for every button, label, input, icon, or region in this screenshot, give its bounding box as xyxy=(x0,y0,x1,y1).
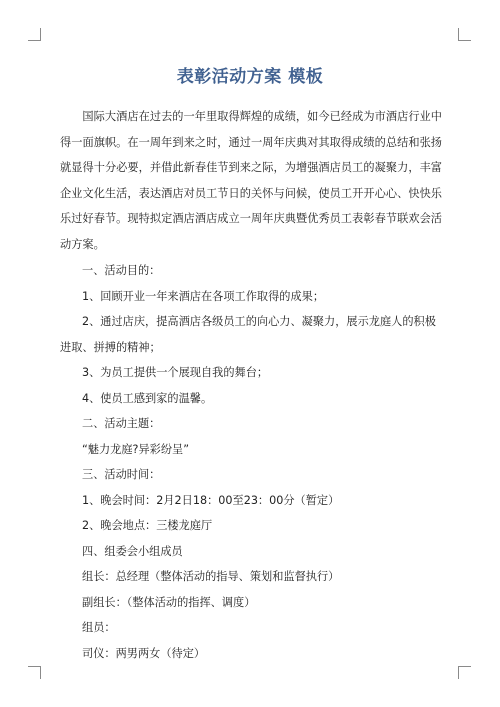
section-heading-theme: 二、活动主题： xyxy=(82,417,161,430)
crop-mark-top-left xyxy=(28,28,41,41)
committee-host: 司仪：两男两女（待定） xyxy=(82,646,206,660)
time-item-2: 2、晚会地点：三楼龙庭厅 xyxy=(82,519,213,532)
crop-mark-bottom-left xyxy=(28,666,41,679)
committee-members: 组员： xyxy=(82,621,116,634)
document-title: 表彰活动方案 模板 xyxy=(176,67,324,87)
section-heading-time: 三、活动时间： xyxy=(82,468,161,481)
purpose-item-4: 4、使员工感到家的温馨。 xyxy=(82,391,213,405)
section-heading-purpose: 一、活动目的： xyxy=(82,264,161,277)
crop-mark-top-right xyxy=(458,28,471,41)
section-heading-committee: 四、组委会小组成员 xyxy=(82,544,183,558)
committee-leader: 组长：总经理（整体活动的指导、策划和监督执行） xyxy=(82,570,340,583)
purpose-item-1: 1、回顾开业一年来酒店在各项工作取得的成果； xyxy=(82,289,325,303)
intro-paragraph: 国际大酒店在过去的一年里取得辉煌的成绩，如今已经成为市酒店行业中得一面旗帜。在一周年到来之时，通过一周年庆典对其取得成绩的总结和张扬就显得十分必要，并借此新春佳节到来之际，为增强酒店员工的凝聚力，丰富企业文化生活，表达酒店对员工节日的关怀与问候，使员工开开心心、快快乐乐过好春节。现特拟定酒店酒店成立一周年庆典暨优秀员工表彰春节联欢会活动方案。 xyxy=(60,110,442,251)
purpose-item-2: 2、通过店庆，提高酒店各级员工的向心力、凝聚力，展示龙庭人的积极进取、拼搏的精神； xyxy=(60,315,436,354)
crop-mark-bottom-right xyxy=(458,666,471,679)
purpose-item-3: 3、为员工提供一个展现自我的舞台； xyxy=(82,366,269,379)
committee-deputy: 副组长：（整体活动的指挥、调度） xyxy=(82,595,256,609)
theme-text: “魅力龙庭?异彩纷呈” xyxy=(82,442,190,456)
time-item-1: 1、晚会时间：2月2日18：00至23：00分（暂定） xyxy=(82,493,340,507)
document-body xyxy=(60,104,442,666)
